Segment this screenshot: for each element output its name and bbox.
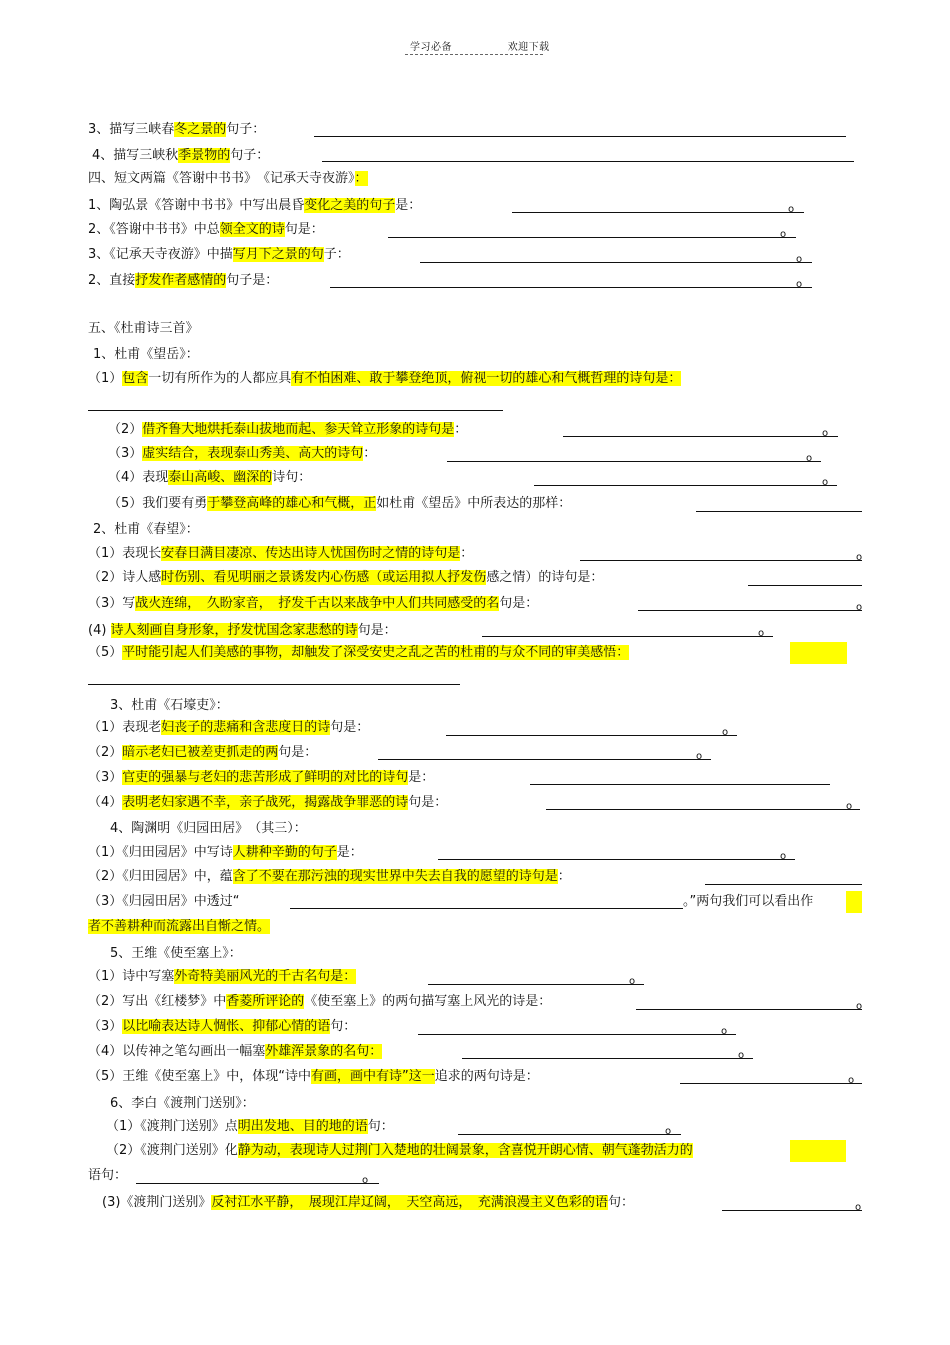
line-text: 追求的两句诗是：: [434, 1069, 539, 1084]
line-text: 。”两句我们可以看出作: [683, 894, 814, 909]
subsection-heading: [110, 1093, 255, 1115]
header-left-text: 学习必备: [410, 42, 452, 53]
answer-blank[interactable]: [638, 610, 862, 611]
question-line-continued: [683, 891, 813, 913]
line-text: （5）王维《使至塞上》中，体现“诗中: [88, 1069, 312, 1084]
highlighted-text: 有不怕困难、敢于攀登绝顶，俯视一切的雄心和气概哲理的诗句是：: [291, 371, 682, 386]
line-text: 句子：: [230, 148, 270, 163]
line-text: 5、王维《使至塞上》：: [110, 946, 242, 961]
answer-blank[interactable]: [458, 1134, 681, 1135]
answer-blank[interactable]: [546, 809, 860, 810]
question-line: [88, 620, 397, 642]
highlighted-text: 表明老妇家遇不幸，亲子战死，揭露战争罪恶的诗: [122, 795, 409, 810]
line-text: （3）写: [88, 596, 136, 611]
question-line: [88, 1165, 127, 1187]
line-text: ：: [363, 446, 377, 461]
line-text: （1）: [88, 371, 123, 386]
answer-blank[interactable]: [530, 784, 830, 785]
highlighted-text: 者不善耕种而流露出自惭之情。: [88, 919, 271, 934]
line-text: 4、描写三峡秋: [92, 148, 179, 163]
question-line: [88, 717, 369, 739]
line-text: （4）表现: [108, 470, 169, 485]
highlight-overflow: [790, 642, 847, 664]
highlighted-text: 外奇特美丽风光的千古名句是：: [174, 969, 357, 984]
line-text: （2）: [108, 422, 143, 437]
highlighted-text: 借齐鲁大地烘托泰山拔地而起、参天耸立形象的诗句是: [142, 422, 455, 437]
answer-blank[interactable]: [534, 485, 837, 486]
header-divider: [405, 54, 543, 55]
highlighted-text: 安春日满目凄凉、传达出诗人忧国伤时之情的诗句是: [161, 546, 461, 561]
line-text: 句是：: [357, 623, 397, 638]
highlighted-text: 抒发作者感情的: [135, 273, 227, 288]
line-text: 1、陶弘景《答谢中书书》中写出晨昏: [88, 198, 305, 213]
line-text: （2）: [88, 745, 123, 760]
line-text: 4、陶渊明《归园田居》 （其三）：: [110, 821, 307, 836]
line-text: 是：: [408, 770, 435, 785]
answer-blank[interactable]: [378, 759, 711, 760]
answer-blank[interactable]: [446, 735, 737, 736]
question-line: [102, 1192, 634, 1214]
line-text: 如杜甫《望岳》中所表达的那样：: [376, 496, 572, 511]
highlighted-text: ：: [354, 171, 368, 186]
line-text: 语句：: [88, 1168, 128, 1183]
question-line: [88, 1066, 539, 1088]
question-line: [88, 119, 265, 141]
highlighted-text: 战火连绵， 久盼家音， 抒发千古以来战争中人们共同感受的名: [135, 596, 500, 611]
period-mark: o: [721, 1026, 728, 1037]
answer-blank[interactable]: [722, 1210, 862, 1211]
line-text: 句是：: [278, 745, 318, 760]
question-line: [88, 991, 551, 1013]
subsection-heading: [110, 818, 307, 840]
answer-blank[interactable]: [420, 262, 812, 263]
line-text: 句：: [367, 1119, 394, 1134]
answer-blank[interactable]: [680, 1083, 862, 1084]
question-line: [88, 742, 317, 764]
line-text: （4）: [88, 795, 123, 810]
answer-blank[interactable]: [462, 1058, 753, 1059]
line-text: 2、《答谢中书书》中总: [88, 222, 220, 237]
highlighted-text: 领全文的诗: [219, 222, 285, 237]
period-mark: o: [780, 851, 787, 862]
line-text: （2）《渡荆门送别》化: [106, 1143, 238, 1158]
line-text: 2、直接: [88, 273, 136, 288]
line-text: （3）《归园田居》中透过“: [88, 894, 240, 909]
line-text: 是：: [395, 198, 422, 213]
period-mark: o: [788, 204, 795, 215]
period-mark: o: [758, 628, 765, 639]
answer-blank[interactable]: [314, 136, 846, 137]
answer-blank[interactable]: [447, 461, 821, 462]
highlight-overflow: [846, 891, 862, 913]
line-text: 句是：: [408, 795, 448, 810]
question-line: [88, 842, 363, 864]
line-text: （3）: [108, 446, 143, 461]
highlighted-text: 于攀登高峰的雄心和气概，正: [207, 496, 377, 511]
line-text: （1）表现老: [88, 720, 162, 735]
highlighted-text: 官吏的强暴与老妇的悲苦形成了鲜明的对比的诗句: [122, 770, 409, 785]
period-mark: o: [780, 229, 787, 240]
answer-blank[interactable]: [290, 908, 683, 909]
period-mark: o: [738, 1050, 745, 1061]
highlighted-text: 以比喻表达诗人惆怅、抑郁心情的语: [122, 1019, 331, 1034]
line-text: 诗句：: [272, 470, 312, 485]
subsection-heading: [93, 519, 199, 541]
line-text: 句是：: [330, 720, 370, 735]
line-text: (3)《渡荆门送别》: [102, 1195, 212, 1210]
highlighted-text: 静为动，表现诗人过荆门入楚地的壮阔景象，含喜悦开朗心情、朝气蓬勃活力的: [237, 1143, 693, 1158]
line-text: 《使至塞上》的两句描写塞上风光的诗是：: [304, 994, 552, 1009]
question-line: [88, 543, 473, 565]
line-text: 1、杜甫《望岳》：: [93, 347, 199, 362]
line-text: （1）《渡荆门送别》点: [106, 1119, 238, 1134]
period-mark: o: [696, 751, 703, 762]
answer-blank[interactable]: [322, 161, 854, 162]
question-line: [88, 792, 447, 814]
period-mark: o: [856, 552, 863, 563]
question-line: [88, 891, 240, 913]
line-text: （1）诗中写塞: [88, 969, 175, 984]
question-line: [108, 493, 571, 515]
line-text: （2）诗人感: [88, 570, 162, 585]
line-text: 四、短文两篇《答谢中书书》 《记承天寺夜游》: [88, 171, 355, 186]
section-heading: [88, 318, 199, 340]
answer-blank[interactable]: [438, 859, 795, 860]
subsection-heading: [110, 943, 242, 965]
highlighted-text: 明出发地、目的地的语: [237, 1119, 368, 1134]
answer-blank[interactable]: [580, 560, 862, 561]
highlight-overflow: [790, 1140, 846, 1162]
line-text: （3）: [88, 1019, 123, 1034]
period-mark: o: [848, 1075, 855, 1086]
question-line: [88, 270, 278, 292]
question-line: [88, 244, 350, 266]
period-mark: o: [796, 279, 803, 290]
line-text: 句子是：: [226, 273, 279, 288]
line-text: 子：: [323, 247, 350, 262]
answer-blank[interactable]: [636, 1009, 862, 1010]
line-text: （5）: [88, 645, 123, 660]
highlighted-text: 变化之美的句子: [304, 198, 396, 213]
line-text: 句子：: [226, 122, 266, 137]
question-line: [88, 767, 434, 789]
period-mark: o: [822, 428, 829, 439]
highlighted-text: 虚实结合，表现泰山秀美、高大的诗句: [142, 446, 364, 461]
answer-blank[interactable]: [388, 237, 796, 238]
highlighted-text: 含了不要在那污浊的现实世界中失去自我的愿望的诗句是: [232, 869, 558, 884]
line-text: 3、描写三峡春: [88, 122, 175, 137]
section-heading: [88, 168, 368, 190]
period-mark: o: [362, 1175, 369, 1186]
question-line: [88, 195, 421, 217]
line-text: 是：: [336, 845, 363, 860]
period-mark: o: [806, 453, 813, 464]
highlighted-text: 诗人刻画自身形象，抒发忧国念家悲愁的诗: [110, 623, 358, 638]
line-text: （3）: [88, 770, 123, 785]
answer-blank[interactable]: [418, 1034, 736, 1035]
question-line: [88, 916, 270, 938]
answer-blank[interactable]: [748, 585, 862, 586]
line-text: 3、《记承天寺夜游》中描: [88, 247, 233, 262]
question-line: [88, 866, 571, 888]
highlighted-text: 暗示老妇已被差吏抓走的两: [122, 745, 279, 760]
line-text: （2）写出《红楼梦》中: [88, 994, 227, 1009]
line-text: 句是：: [284, 222, 324, 237]
line-text: （4）以传神之笔勾画出一幅塞: [88, 1044, 266, 1059]
highlighted-text: 外雄浑景象的名句：: [265, 1044, 383, 1059]
highlighted-text: 时伤别、看见明丽之景诱发内心伤感（或运用拟人抒: [161, 570, 461, 585]
question-line: [108, 443, 376, 465]
page-header: [410, 38, 550, 53]
line-text: (4): [88, 623, 111, 638]
answer-blank[interactable]: [482, 636, 773, 637]
period-mark: o: [722, 727, 729, 738]
line-text: （1）《归田园居》中写诗: [88, 845, 233, 860]
line-text: 2、杜甫《春望》：: [93, 522, 199, 537]
question-line: [88, 368, 681, 390]
highlighted-text: 人耕种辛勤的句子: [232, 845, 337, 860]
header-right-text: 欢迎下载: [507, 42, 550, 53]
period-mark: o: [665, 1126, 672, 1137]
highlighted-text: 发伤: [460, 570, 487, 585]
line-text: 句：: [330, 1019, 357, 1034]
line-text: 6、李白《渡荆门送别》：: [110, 1096, 255, 1111]
highlighted-text: 写月下之景的句: [232, 247, 324, 262]
question-line: [88, 1041, 382, 1063]
question-line: [88, 966, 356, 988]
answer-blank[interactable]: [696, 511, 862, 512]
line-text: （5）我们要有勇: [108, 496, 208, 511]
answer-blank[interactable]: [136, 1183, 379, 1184]
line-text: ：: [460, 546, 474, 561]
question-line: [88, 593, 538, 615]
answer-blank[interactable]: [512, 212, 804, 213]
highlighted-text: 包含: [122, 371, 149, 386]
line-text: 一切有所作为的人都应具: [148, 371, 292, 386]
subsection-heading: [110, 695, 229, 717]
line-text: 句：: [607, 1195, 634, 1210]
question-line: [88, 1016, 356, 1038]
highlighted-text: 季景物的: [178, 148, 231, 163]
line-text: （1）表现长: [88, 546, 162, 561]
period-mark: o: [629, 976, 636, 987]
question-line: [108, 467, 311, 489]
question-line: [92, 145, 269, 167]
answer-blank[interactable]: [88, 684, 460, 685]
answer-blank[interactable]: [88, 410, 503, 411]
answer-blank[interactable]: [563, 436, 838, 437]
question-line: [108, 419, 467, 441]
period-mark: o: [846, 801, 853, 812]
subsection-heading: [93, 344, 199, 366]
highlighted-text: 妇丧子的悲痛和含悲度日的诗: [161, 720, 331, 735]
highlighted-text: 反衬江水平静， 展现江岸辽阔， 天空高远， 充满浪漫主义色彩的语: [211, 1195, 608, 1210]
period-mark: o: [822, 477, 829, 488]
question-line: [88, 219, 324, 241]
answer-blank[interactable]: [330, 287, 812, 288]
highlighted-text: 平时能引起人们美感的事物，却触发了深受安史之乱之苦的杜甫的与众不同的审美感悟：: [122, 645, 630, 660]
line-text: 五、《杜甫诗三首》: [88, 321, 199, 336]
line-text: 句是：: [499, 596, 539, 611]
line-text: ：: [454, 422, 468, 437]
question-line: [106, 1140, 693, 1162]
highlighted-text: 泰山高峻、幽深的: [168, 470, 273, 485]
highlighted-text: 冬之景的: [174, 122, 227, 137]
line-text: 感之情）的诗句是：: [486, 570, 604, 585]
answer-blank[interactable]: [428, 984, 644, 985]
period-mark: o: [856, 1001, 863, 1012]
period-mark: o: [796, 254, 803, 265]
question-line: [88, 642, 629, 664]
line-text: （2）《归田园居》中，蕴: [88, 869, 233, 884]
answer-blank[interactable]: [705, 884, 862, 885]
line-text: 3、杜甫《石壕吏》：: [110, 698, 229, 713]
period-mark: o: [856, 602, 863, 613]
highlighted-text: 香菱所评论的: [226, 994, 305, 1009]
question-line: [88, 567, 603, 589]
period-mark: o: [855, 1202, 862, 1213]
highlighted-text: 有画，画中有诗”这一: [311, 1069, 435, 1084]
question-line: [106, 1116, 394, 1138]
line-text: ：: [557, 869, 571, 884]
